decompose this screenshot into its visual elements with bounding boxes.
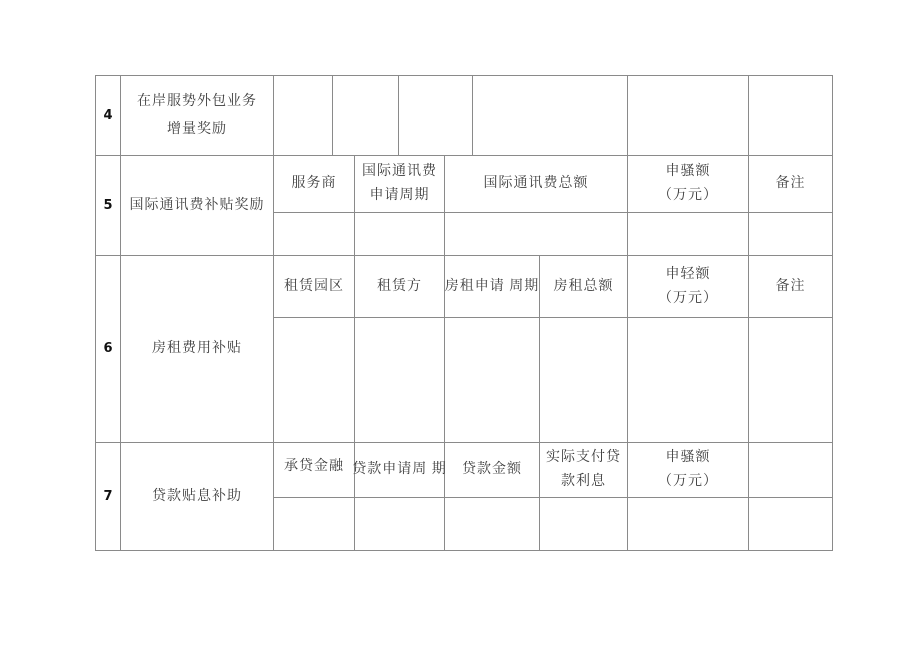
row-6-empty-cell-2 bbox=[355, 318, 445, 443]
amount-line-1: 申骚额 bbox=[665, 450, 711, 465]
row-7-title-text: 贷款贴息补助 bbox=[152, 488, 242, 504]
amount-line-1: 申骚额 bbox=[665, 164, 711, 179]
leased-park-label: 租赁园区 bbox=[284, 278, 344, 294]
row-7-empty-cell-5 bbox=[628, 498, 749, 551]
row-6-header-leased-park bbox=[274, 256, 355, 318]
row-7-number: 7 bbox=[96, 443, 121, 551]
row-6-header-application-amount bbox=[628, 256, 749, 318]
lending-institution-label: 承贷金融 bbox=[284, 459, 344, 474]
row-4-title-line-1: 在岸服势外包业务 bbox=[137, 93, 257, 109]
row-7-header-loan-period bbox=[352, 443, 447, 498]
row-5-header-remark bbox=[749, 156, 833, 213]
row-6-empty-cell-6 bbox=[749, 318, 833, 443]
service-provider-label: 服务商 bbox=[291, 176, 337, 191]
row-5-empty-cell-4 bbox=[628, 213, 749, 256]
intl-fee-total-label: 国际通讯费总额 bbox=[483, 176, 589, 191]
row-6-empty-cell-5 bbox=[628, 318, 749, 443]
row-5-empty-cell-3 bbox=[445, 213, 628, 256]
subsidy-table bbox=[95, 75, 833, 551]
row-5-header-total-fee bbox=[445, 156, 628, 213]
row-7-header-empty bbox=[749, 443, 833, 498]
row-5-empty-cell-1 bbox=[274, 213, 355, 256]
row-5-title-text: 国际通讯费补贴奖励 bbox=[129, 197, 265, 213]
row-7-empty-cell-3 bbox=[445, 498, 540, 551]
lessor-label: 租赁方 bbox=[377, 278, 422, 294]
row-5-header-application-period bbox=[355, 156, 445, 213]
interest-paid-line-2: 款利息 bbox=[561, 474, 606, 489]
row-6-number: 6 bbox=[96, 256, 121, 443]
intl-fee-period-line-1: 国际通讯费 bbox=[362, 164, 437, 179]
row-6-header-remark bbox=[749, 256, 833, 318]
row-6-header-rent-total bbox=[540, 256, 628, 318]
row-6-title-text: 房租费用补贴 bbox=[152, 341, 242, 356]
row-7-empty-cell-1 bbox=[274, 498, 355, 551]
row-4-empty-cell-3 bbox=[399, 76, 473, 156]
row-6-header-rent-period bbox=[445, 256, 540, 318]
row-7-title bbox=[121, 443, 274, 551]
loan-period-label: 贷款申请周 期 bbox=[352, 462, 447, 477]
interest-paid-line-1: 实际支付贷 bbox=[546, 450, 621, 465]
row-4-empty-cell-5 bbox=[628, 76, 749, 156]
amount-line-2: （万元） bbox=[658, 188, 718, 203]
amount-line-2: （万元） bbox=[658, 290, 718, 306]
row-4-title bbox=[121, 76, 274, 156]
amount-line-1: 申轻额 bbox=[665, 266, 711, 282]
row-7-header-lending-institution bbox=[274, 443, 355, 498]
row-7-empty-cell-2 bbox=[355, 498, 445, 551]
row-4-number: 4 bbox=[96, 76, 121, 156]
remark-label: 备注 bbox=[775, 176, 806, 191]
rent-period-label: 房租申请 周期 bbox=[444, 278, 540, 294]
loan-amount-label: 贷款金额 bbox=[462, 462, 522, 477]
row-6-empty-cell-3 bbox=[445, 318, 540, 443]
row-4-empty-cell-4 bbox=[473, 76, 628, 156]
row-7-empty-cell-4 bbox=[540, 498, 628, 551]
amount-line-2: （万元） bbox=[658, 474, 718, 489]
row-7-empty-cell-6 bbox=[749, 498, 833, 551]
row-4-empty-cell-2 bbox=[333, 76, 399, 156]
row-6-header-lessor bbox=[355, 256, 445, 318]
row-5-title bbox=[121, 156, 274, 256]
row-4-empty-cell-1 bbox=[274, 76, 333, 156]
intl-fee-period-line-2: 申请周期 bbox=[369, 188, 430, 203]
rent-total-label: 房租总额 bbox=[553, 278, 614, 294]
row-7-header-interest-paid bbox=[540, 443, 628, 498]
row-5-empty-cell-5 bbox=[749, 213, 833, 256]
row-7-header-application-amount bbox=[628, 443, 749, 498]
row-6-empty-cell-4 bbox=[540, 318, 628, 443]
row-5-header-application-amount bbox=[628, 156, 749, 213]
row-5-empty-cell-2 bbox=[355, 213, 445, 256]
row-6-empty-cell-1 bbox=[274, 318, 355, 443]
row-5-header-service-provider bbox=[274, 156, 355, 213]
row-4-title-line-2: 增量奖励 bbox=[167, 121, 227, 137]
row-6-title bbox=[121, 256, 274, 443]
row-7-header-loan-amount bbox=[445, 443, 540, 498]
row-4-empty-cell-6 bbox=[749, 76, 833, 156]
remark-label: 备注 bbox=[775, 278, 806, 294]
row-5-number: 5 bbox=[96, 156, 121, 256]
